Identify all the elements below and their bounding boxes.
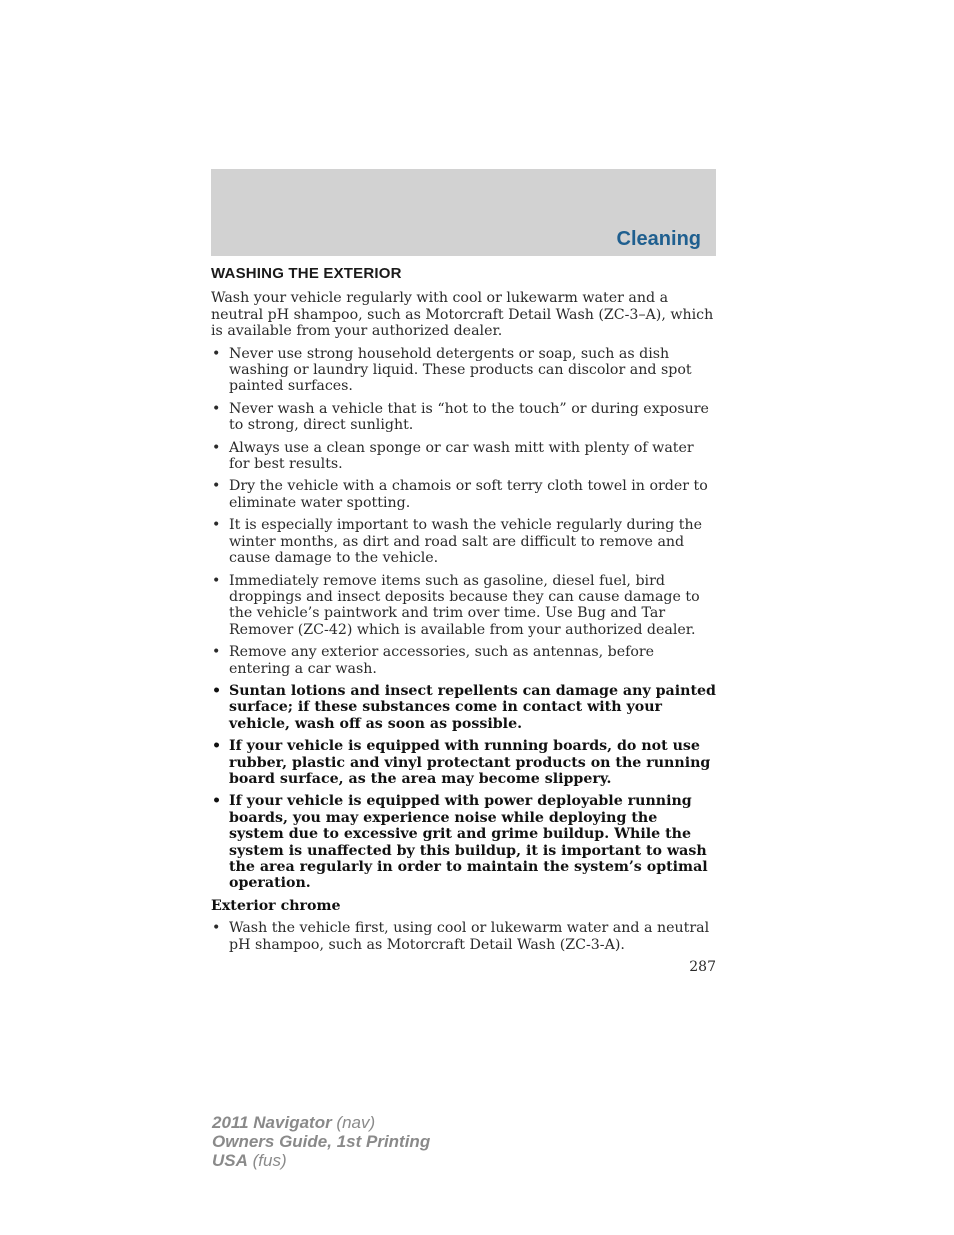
footer-line-market xyxy=(212,1151,430,1170)
chapter-title: Cleaning xyxy=(616,228,701,250)
chapter-header-band xyxy=(211,169,716,256)
list-item: • Remove any exterior accessories, such as antennas, before entering a car wash. xyxy=(211,644,716,677)
page-content xyxy=(211,266,716,959)
list-item: • Dry the vehicle with a chamois or soft terry cloth towel in order to eliminate water spotting. xyxy=(211,478,716,511)
warning-list-item: • If your vehicle is equipped with power deployable running boards, you may experience noise while deploying the system due to excessive grit and grime buildup. While the system is unaffected by this buildup, it is important to wash the area regularly in order to maintain the system’s optimal operation. xyxy=(211,793,716,891)
list-item: • It is especially important to wash the vehicle regularly during the winter months, as dirt and road salt are difficult to remove and cause damage to the vehicle. xyxy=(211,517,716,566)
footer-market-code: (fus) xyxy=(247,1151,287,1170)
list-item: • Always use a clean sponge or car wash mitt with plenty of water for best results. xyxy=(211,440,716,473)
list-item: • Never use strong household detergents or soap, such as dish washing or laundry liquid. These products can discolor and spot painted surfaces. xyxy=(211,346,716,395)
list-item: • Wash the vehicle first, using cool or lukewarm water and a neutral pH shampoo, such as Motorcraft Detail Wash (ZC-3-A). xyxy=(211,920,716,953)
washing-tips-list xyxy=(211,346,716,892)
footer-model-code: (nav) xyxy=(331,1113,376,1132)
list-item: • Immediately remove items such as gasoline, diesel fuel, bird droppings and insect deposits because they can cause damage to the vehicle’s paintwork and trim over time. Use Bug and Tar Remover (ZC-42) which is available from your authorized dealer. xyxy=(211,573,716,639)
footer-line-model xyxy=(212,1113,430,1132)
footer-market: USA xyxy=(212,1151,248,1170)
footer-model: 2011 Navigator xyxy=(212,1113,332,1132)
intro-paragraph: Wash your vehicle regularly with cool or lukewarm water and a neutral pH shampoo, such as Motorcraft Detail Wash (ZC-3–A), which is available from your authorized dealer. xyxy=(211,290,714,340)
section-heading: WASHING THE EXTERIOR xyxy=(211,265,402,282)
footer-printing: Owners Guide, 1st Printing xyxy=(212,1132,431,1151)
page-number: 287 xyxy=(689,959,716,975)
warning-list-item: • If your vehicle is equipped with running boards, do not use rubber, plastic and vinyl protectant products on the running board surface, as the area may become slippery. xyxy=(211,738,716,787)
document-footer xyxy=(212,1113,430,1170)
exterior-chrome-heading: Exterior chrome xyxy=(211,897,341,914)
chrome-tips-list xyxy=(211,920,716,953)
list-item: • Never wash a vehicle that is “hot to the touch” or during exposure to strong, direct sunlight. xyxy=(211,401,716,434)
warning-list-item: • Suntan lotions and insect repellents can damage any painted surface; if these substances come in contact with your vehicle, wash off as soon as possible. xyxy=(211,683,716,732)
